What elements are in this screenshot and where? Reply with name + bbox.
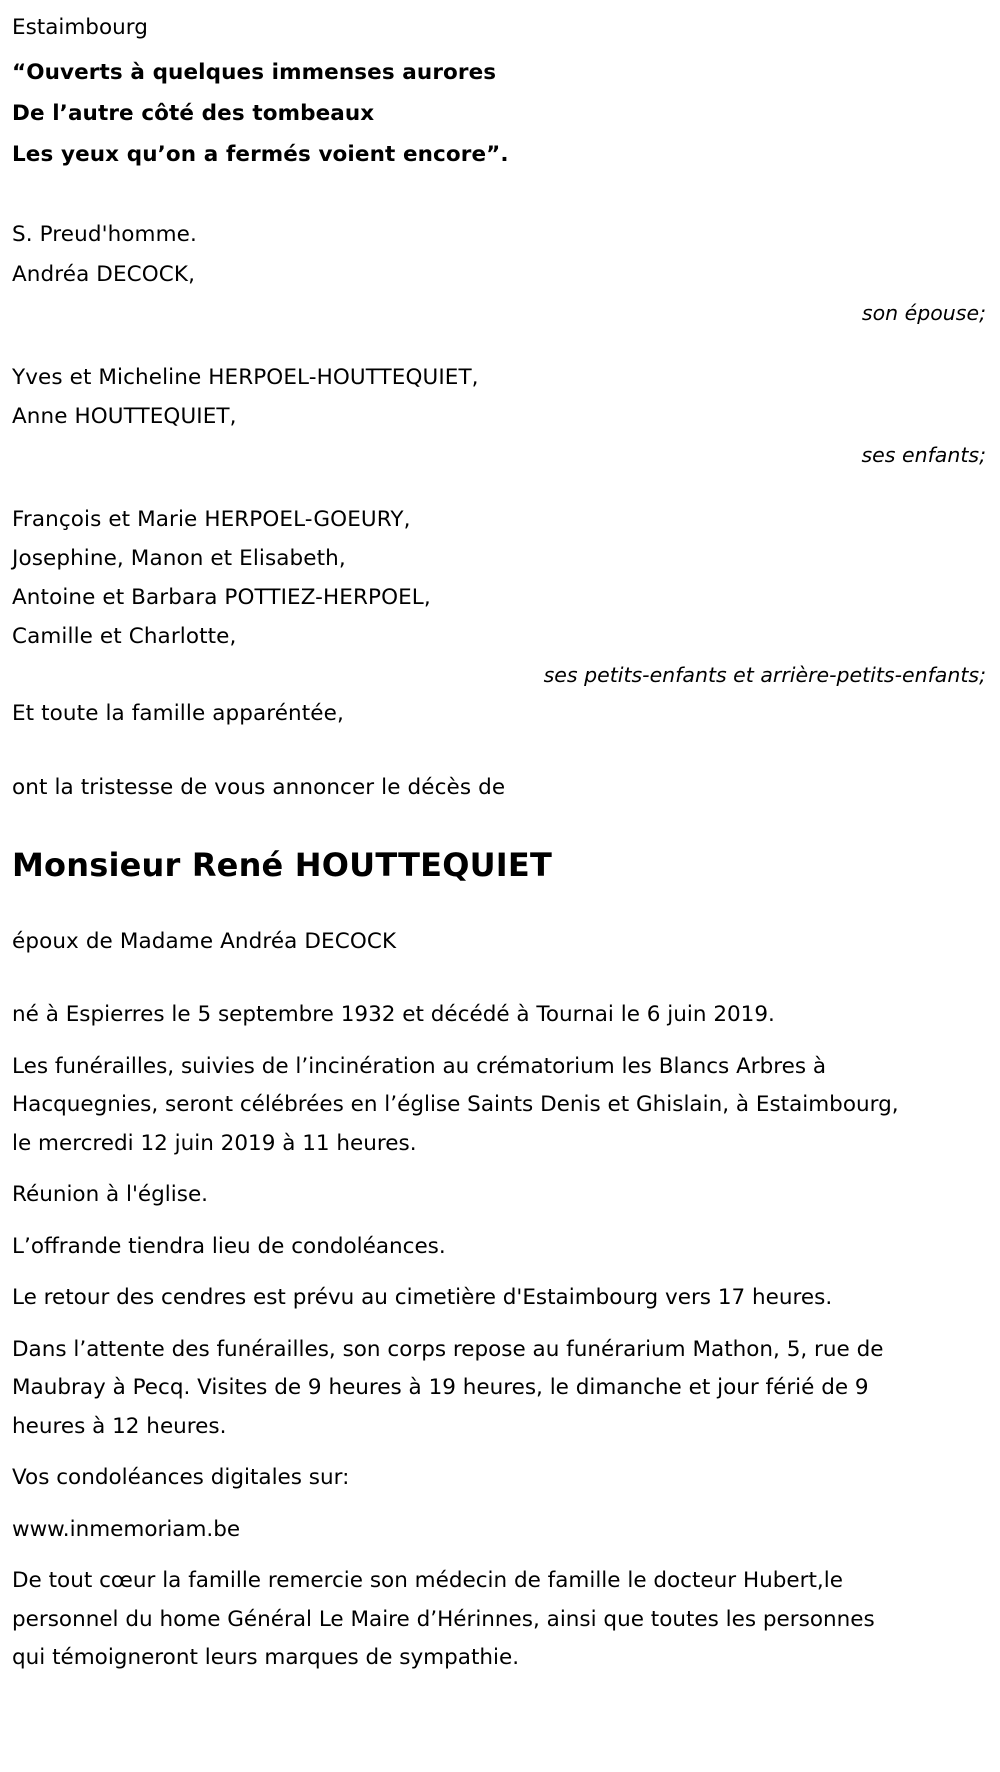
family-group-children [12, 358, 988, 474]
locality-text: Estaimbourg [12, 15, 148, 40]
family-names-children [12, 358, 652, 436]
extended-family-line: Et toute la famille apparéntée, [12, 701, 344, 726]
funeral-paragraph: Les funérailles, suivies de l’incinération au crématorium les Blancs Arbres à Hacquegnies, seront célébrées en l’église Saints Denis et Ghislain, à Estaimbourg, le mercredi 12 juin 2019 à 11 heures. [12, 1053, 906, 1156]
family-name: Yves et Micheline HERPOEL-HOUTTEQUIET, [12, 365, 479, 390]
birth-death-paragraph: né à Espierres le 5 septembre 1932 et décédé à Tournai le 6 juin 2019. [12, 1002, 775, 1027]
spacer-before-lead [12, 734, 988, 768]
family-name: Josephine, Manon et Elisabeth, [12, 546, 346, 571]
family-name: Andréa DECOCK, [12, 262, 196, 287]
family-name: Camille et Charlotte, [12, 624, 237, 649]
family-names-grandchildren [12, 500, 652, 656]
spacer-after-children [12, 474, 988, 500]
spacer-after-spouse [12, 332, 988, 358]
deceased-name-heading: Monsieur René HOUTTEQUIET [12, 846, 552, 884]
family-name: Anne HOUTTEQUIET, [12, 404, 237, 429]
condolences-label: Vos condoléances digitales sur: [12, 1465, 350, 1490]
family-group-grandchildren [12, 500, 988, 694]
announcement-lead: ont la tristesse de vous annoncer le décès de [12, 775, 506, 800]
epigraph-attribution: S. Preud'homme. [12, 222, 197, 247]
epigraph-line-2: De l’autre côté des tombeaux [12, 101, 375, 126]
family-name: Antoine et Barbara POTTIEZ-HERPOEL, [12, 585, 431, 610]
offering-paragraph: L’offrande tiendra lieu de condoléances. [12, 1233, 446, 1259]
epigraph-line-3: Les yeux qu’on a fermés voient encore”. [12, 142, 509, 167]
gathering-paragraph: Réunion à l'église. [12, 1182, 209, 1207]
relation-label-spouse: son épouse; [861, 301, 986, 325]
condolences-url[interactable]: www.inmemoriam.be [12, 1516, 241, 1542]
ashes-paragraph: Le retour des cendres est prévu au cimetière d'Estaimbourg vers 17 heures. [12, 1285, 833, 1310]
family-names-spouse [12, 255, 652, 294]
spacer-before-details [12, 962, 988, 996]
spacer-before-name [12, 808, 988, 842]
spacer-after-name [12, 888, 988, 922]
spacer-after-epigraph [12, 181, 988, 215]
thanks-paragraph: De tout cœur la famille remercie son médecin de famille le docteur Hubert,le personnel du home Général Le Maire d’Hérinnes, ainsi que toutes les personnes qui témoigneront leurs marques de sympathie. [12, 1568, 882, 1670]
relation-label-children: ses enfants; [861, 443, 986, 467]
funeral-home-paragraph: Dans l’attente des funérailles, son corps repose au funérarium Mathon, 5, rue de Maubray à Pecq. Visites de 9 heures à 19 heures, le dimanche et jour férié de 9 heures à 12 heures. [12, 1336, 891, 1439]
epigraph-line-1: “Ouverts à quelques immenses aurores [12, 60, 497, 85]
family-name: François et Marie HERPOEL-GOEURY, [12, 507, 411, 532]
relation-label-grandchildren: ses petits-enfants et arrière-petits-enfants; [543, 663, 986, 687]
epigraph-block [12, 52, 988, 175]
spouse-of-line: époux de Madame Andréa DECOCK [12, 929, 397, 954]
family-group-spouse [12, 255, 988, 332]
